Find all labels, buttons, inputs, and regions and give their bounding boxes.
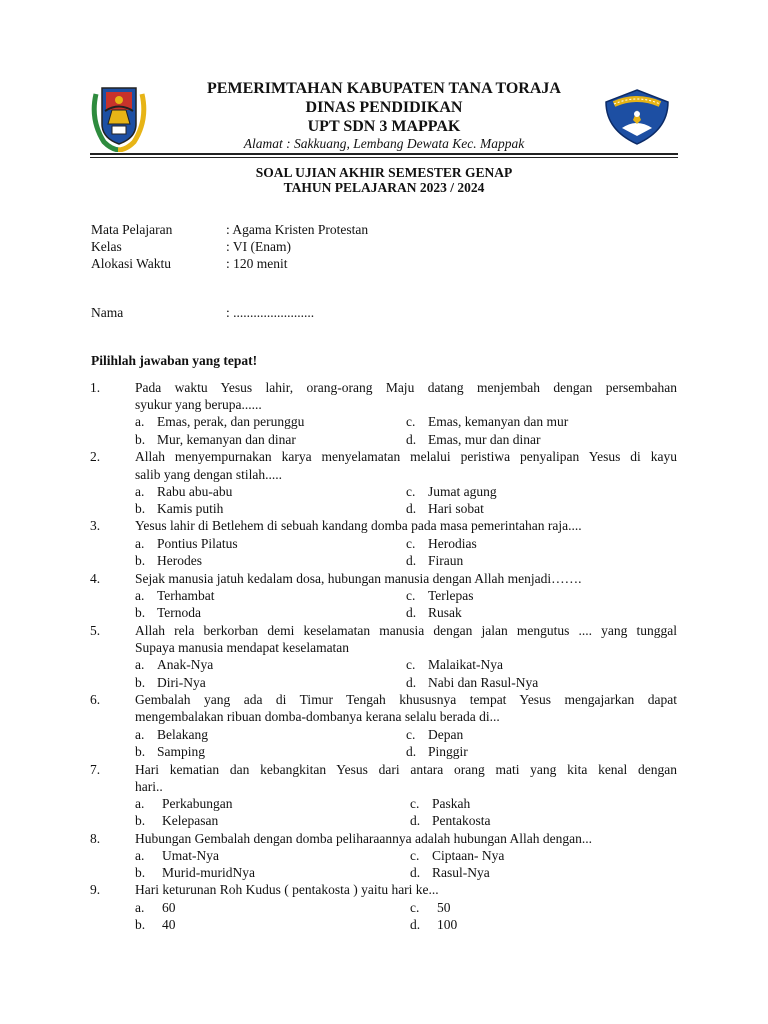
option-text: Kamis putih [157, 501, 224, 516]
option-d[interactable] [406, 674, 538, 691]
option-text: Samping [157, 744, 206, 759]
option-letter: b. [135, 744, 146, 759]
option-d[interactable] [406, 743, 468, 760]
option-c[interactable] [406, 587, 474, 604]
option-d[interactable] [406, 431, 540, 448]
option-text: Pentakosta [432, 813, 491, 828]
question-number: 2. [90, 449, 101, 464]
question-number: 5. [90, 623, 101, 638]
info-value-class: : VI (Enam) [226, 239, 291, 254]
option-d[interactable] [406, 500, 484, 517]
option-b[interactable] [135, 552, 202, 569]
question-text-line: Gembalah yang ada di Timur Tengah khususnya tempat Yesus mengajarkan dapat [135, 692, 677, 707]
option-text: Malaikat-Nya [428, 657, 503, 672]
question-text-line: mengembalakan ribuan domba-dombanya kerana selalu berada di... [135, 709, 500, 724]
info-label-class: Kelas [91, 239, 122, 254]
option-text: Paskah [432, 796, 471, 811]
option-d[interactable] [410, 916, 457, 933]
regency-emblem-logo [90, 80, 148, 152]
question-number: 8. [90, 831, 101, 846]
option-text: Emas, kemanyan dan mur [428, 414, 569, 429]
question-text-line: Hari keturunan Roh Kudus ( pentakosta ) yaitu hari ke... [135, 882, 439, 897]
option-text: Jumat agung [428, 484, 497, 499]
option-text: Pontius Pilatus [157, 536, 238, 551]
option-text: Emas, perak, dan perunggu [157, 414, 305, 429]
option-a[interactable] [135, 795, 232, 812]
option-text: Rusak [428, 605, 462, 620]
option-a[interactable] [135, 847, 219, 864]
info-label-subject: Mata Pelajaran [91, 222, 173, 237]
option-text: 50 [437, 900, 451, 915]
option-letter: c. [410, 900, 420, 915]
option-letter: a. [135, 588, 145, 603]
option-letter: b. [135, 813, 146, 828]
option-letter: d. [410, 813, 421, 828]
option-b[interactable] [135, 916, 176, 933]
option-c[interactable] [406, 726, 463, 743]
question-number: 4. [90, 571, 101, 586]
option-text: Pinggir [428, 744, 468, 759]
option-text: Firaun [428, 553, 464, 568]
option-letter: b. [135, 917, 146, 932]
option-letter: c. [406, 727, 416, 742]
option-b[interactable] [135, 500, 223, 517]
option-c[interactable] [406, 656, 503, 673]
option-text: 40 [162, 917, 176, 932]
option-b[interactable] [135, 604, 201, 621]
instruction: Pilihlah jawaban yang tepat! [91, 353, 258, 368]
option-c[interactable] [406, 535, 477, 552]
option-text: Murid-muridNya [162, 865, 255, 880]
option-letter: d. [406, 675, 417, 690]
option-c[interactable] [406, 483, 497, 500]
option-a[interactable] [135, 587, 215, 604]
option-text: Belakang [157, 727, 208, 742]
option-letter: d. [406, 605, 417, 620]
option-letter: a. [135, 848, 145, 863]
option-a[interactable] [135, 899, 176, 916]
option-a[interactable] [135, 726, 208, 743]
option-a[interactable] [135, 656, 213, 673]
option-a[interactable] [135, 535, 238, 552]
option-letter: a. [135, 900, 145, 915]
option-text: Diri-Nya [157, 675, 206, 690]
info-value-time: : 120 menit [226, 256, 288, 271]
question-text-line: Hubungan Gembalah dengan domba peliharaannya adalah hubungan Allah dengan... [135, 831, 592, 846]
option-letter: b. [135, 605, 146, 620]
option-text: Umat-Nya [162, 848, 219, 863]
question-text-line: Allah rela berkorban demi keselamatan manusia dengan jalan mengutus .... yang tunggal [135, 623, 677, 638]
option-letter: d. [406, 432, 417, 447]
info-value-subject: : Agama Kristen Protestan [226, 222, 369, 237]
header-line-1: PEMERIMTAHAN KABUPATEN TANA TORAJA [207, 80, 561, 97]
option-text: Ternoda [157, 605, 202, 620]
option-letter: d. [410, 865, 421, 880]
option-letter: a. [135, 536, 145, 551]
option-text: Emas, mur dan dinar [428, 432, 541, 447]
tut-wuri-handayani-logo [600, 88, 674, 146]
option-b[interactable] [135, 431, 296, 448]
option-d[interactable] [406, 604, 462, 621]
question-text-line: Supaya manusia mendapat keselamatan [135, 640, 350, 655]
option-b[interactable] [135, 743, 205, 760]
exam-title: SOAL UJIAN AKHIR SEMESTER GENAP [255, 165, 513, 180]
option-letter: c. [406, 588, 416, 603]
option-letter: d. [406, 553, 417, 568]
option-c[interactable] [410, 795, 470, 812]
question-text-line: Allah menyempurnakan karya menyelamatan melalui peristiwa penyalipan Yesus di kayu [135, 449, 677, 464]
option-text: Perkabungan [162, 796, 233, 811]
option-b[interactable] [135, 674, 206, 691]
question-number: 1. [90, 380, 101, 395]
option-c[interactable] [410, 847, 504, 864]
header-divider-thin [90, 157, 678, 158]
option-text: Rabu abu-abu [157, 484, 233, 499]
header-divider-thick [90, 153, 678, 155]
option-letter: a. [135, 484, 145, 499]
question-text-line: Sejak manusia jatuh kedalam dosa, hubungan manusia dengan Allah menjadi……. [135, 571, 582, 586]
option-b[interactable] [135, 812, 218, 829]
option-letter: a. [135, 414, 145, 429]
option-text: 60 [162, 900, 176, 915]
option-a[interactable] [135, 413, 304, 430]
option-text: Anak-Nya [157, 657, 214, 672]
option-letter: c. [410, 848, 420, 863]
option-letter: b. [135, 865, 146, 880]
school-address: Alamat : Sakkuang, Lembang Dewata Kec. Mappak [243, 136, 525, 151]
question-number: 6. [90, 692, 101, 707]
option-letter: d. [406, 744, 417, 759]
option-text: Mur, kemanyan dan dinar [157, 432, 296, 447]
option-d[interactable] [410, 864, 490, 881]
option-letter: b. [135, 675, 146, 690]
option-text: Nabi dan Rasul-Nya [428, 675, 539, 690]
option-letter: c. [406, 414, 416, 429]
question-number: 9. [90, 882, 101, 897]
option-letter: a. [135, 796, 145, 811]
option-text: 100 [437, 917, 458, 932]
question-text-line: Yesus lahir di Betlehem di sebuah kandang domba pada masa pemerintahan raja.... [135, 518, 582, 533]
option-text: Ciptaan- Nya [432, 848, 505, 863]
header-line-3: UPT SDN 3 MAPPAK [307, 118, 461, 135]
option-letter: a. [135, 727, 145, 742]
header-line-2: DINAS PENDIDIKAN [305, 99, 463, 116]
option-text: Rasul-Nya [432, 865, 490, 880]
option-letter: b. [135, 501, 146, 516]
exam-year: TAHUN PELAJARAN 2023 / 2024 [283, 180, 485, 195]
question-text-line: Hari kematian dan kebangkitan Yesus dari antara orang mati yang kita kenal dengan [135, 762, 677, 777]
question-text-line: salib yang dengan stilah..... [135, 467, 282, 482]
option-letter: c. [406, 536, 416, 551]
option-d[interactable] [406, 552, 463, 569]
option-text: Depan [428, 727, 464, 742]
question-number: 7. [90, 762, 101, 777]
option-letter: c. [406, 657, 416, 672]
question-text-line: hari.. [135, 779, 163, 794]
option-text: Terhambat [157, 588, 215, 603]
option-letter: c. [410, 796, 420, 811]
option-letter: c. [406, 484, 416, 499]
option-text: Hari sobat [428, 501, 484, 516]
question-text-line: Pada waktu Yesus lahir, orang-orang Maju datang menjembah dengan persembahan [135, 380, 677, 395]
option-c[interactable] [406, 413, 568, 430]
option-a[interactable] [135, 483, 232, 500]
option-text: Terlepas [428, 588, 474, 603]
name-input-blank[interactable]: : ........................ [226, 305, 315, 320]
question-text-line: syukur yang berupa...... [135, 397, 262, 412]
option-text: Herodes [157, 553, 202, 568]
option-text: Kelepasan [162, 813, 219, 828]
option-letter: d. [406, 501, 417, 516]
option-c[interactable] [410, 899, 451, 916]
question-number: 3. [90, 518, 101, 533]
option-letter: b. [135, 432, 146, 447]
option-letter: a. [135, 657, 145, 672]
option-text: Herodias [428, 536, 477, 551]
info-label-time: Alokasi Waktu [91, 256, 172, 271]
option-d[interactable] [410, 812, 491, 829]
option-letter: b. [135, 553, 146, 568]
option-letter: d. [410, 917, 421, 932]
option-b[interactable] [135, 864, 255, 881]
name-label: Nama [91, 305, 124, 320]
